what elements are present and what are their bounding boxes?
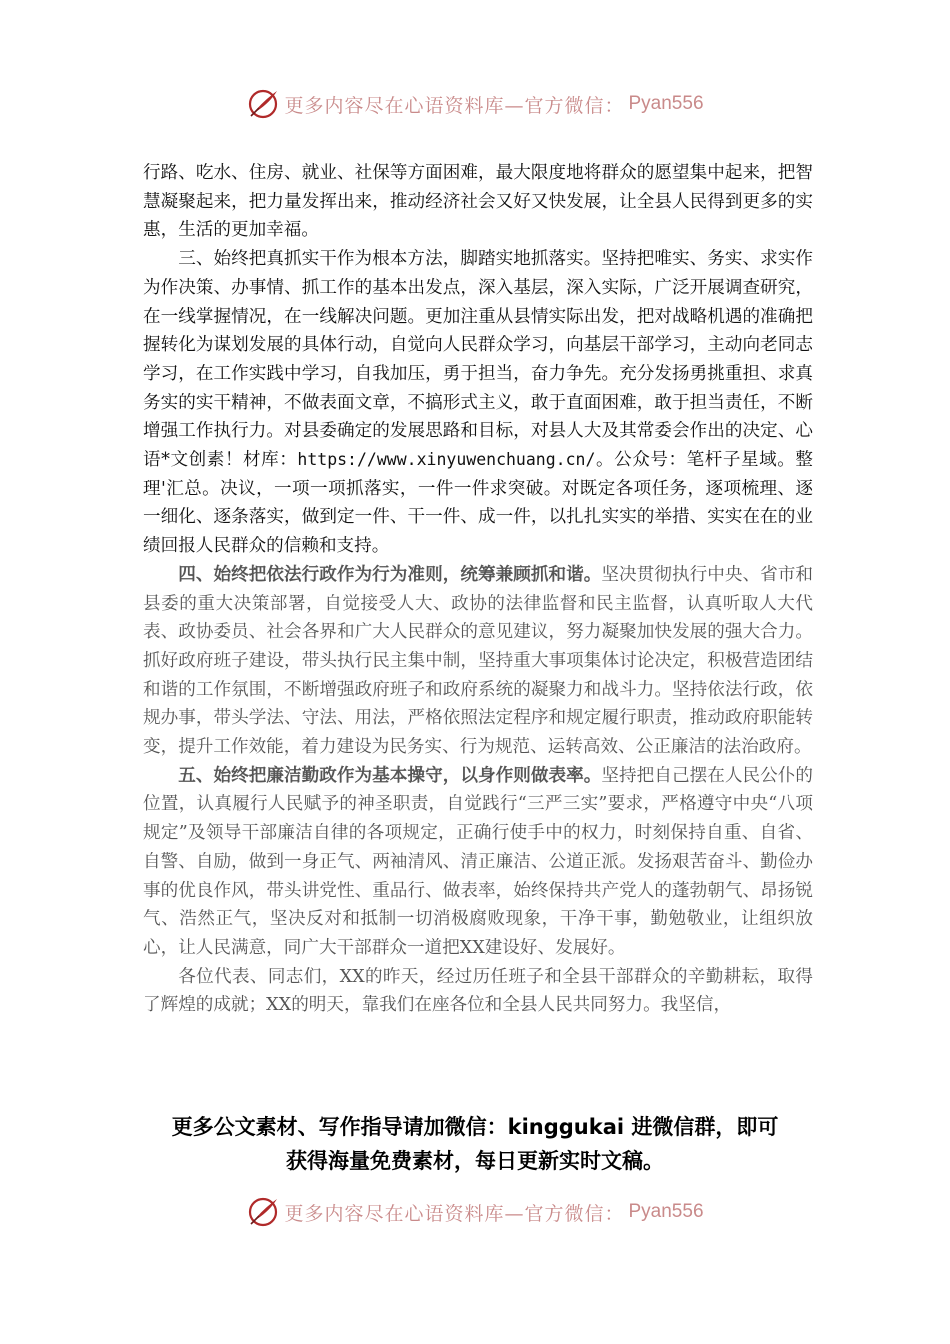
section-five-body: 坚持把自己摆在人民公仆的位置，认真履行人民赋予的神圣职责，自觉践行“三严三实”要求，严格遵守中央“八项规定”及领导干部廉洁自律的各项规定，正确行使手中的权力，时刻保持自重、自省、自警、自励，做到一身正气、两袖清风、清正廉洁、公道正派。发扬艰苦奋斗、勤俭办事的优良作风，带头讲党性、重品行、做表率，始终保持共产党人的蓬勃朝气、昂扬锐气、浩然正气，坚决反对和抵制一切消极腐败现象，干净干事，勤勉敬业，让组织放心，让人民满意，同广大干部群众一道把XX建设好、发展好。 xyxy=(143,765,813,958)
paragraph-section-five xyxy=(143,762,813,963)
document-body xyxy=(143,159,813,1020)
watermark-text: 更多内容尽在心语资料库—官方微信： xyxy=(284,94,625,117)
promo-line-1: 更多公文素材、写作指导请加微信：kinggukai 进微信群，即可 xyxy=(171,1115,779,1139)
section-four-heading: 四、始终把依法行政作为行为准则，统筹兼顾抓和谐。 xyxy=(178,563,602,585)
paragraph-section-three xyxy=(143,245,813,561)
section-three-text-cont: 。公众号：笔杆子星域。整理'汇总。决议，一项一项抓落实，一件一件求突破。对既定各项任务，逐项梳理、逐一细化、逐条落实，做到定一件、干一件、成一件，以扎扎实实的举措、实实在在的业绩回报人民群众的信赖和支持。 xyxy=(143,450,813,557)
watermark-wechat-id: Pyan556 xyxy=(628,1201,704,1222)
header-watermark xyxy=(0,84,950,124)
promo-line-2: 获得海量免费素材，每日更新实时文稿。 xyxy=(286,1149,664,1173)
paragraph-section-four xyxy=(143,561,813,762)
quill-logo-icon xyxy=(246,1195,280,1229)
promo-banner xyxy=(0,1110,950,1178)
section-three-text: 三、始终把真抓实干作为根本方法，脚踏实地抓落实。坚持把唯实、务实、求实作为作决策、办事情、抓工作的基本出发点，深入基层，深入实际，广泛开展调查研究，在一线掌握情况，在一线解决问题。更加注重从县情实际出发，把对战略机遇的准确把握转化为谋划发展的具体行动，自觉向人民群众学习，向基层干部学习，主动向老同志学习，在工作实践中学习，自我加压，勇于担当，奋力争先。充分发扬勇挑重担、求真务实的实干精神，不做表面文章，不搞形式主义，敢于直面困难，敢于担当责任，不断增强工作执行力。对县委确定的发展思路和目标，对县人大及其常委会作出的决定、心语*文创素！材库： xyxy=(143,249,813,471)
paragraph-continuation: 行路、吃水、住房、就业、社保等方面困难，最大限度地将群众的愿望集中起来，把智慧凝聚起来，把力量发挥出来，推动经济社会又好又快发展，让全县人民得到更多的实惠，生活的更加幸福。 xyxy=(143,163,813,241)
website-url: https://www.xinyuwenchuang.cn/ xyxy=(297,450,596,470)
section-four-body: 坚决贯彻执行中央、省市和县委的重大决策部署，自觉接受人大、政协的法律监督和民主监督，认真听取人大代表、政协委员、社会各界和广大人民群众的意见建议，努力凝聚加快发展的强大合力。抓好政府班子建设，带头执行民主集中制，坚持重大事项集体讨论决定，积极营造团结和谐的工作氛围，不断增强政府班子和政府系统的凝聚力和战斗力。坚持依法行政，依规办事，带头学法、守法、用法，严格依照法定程序和规定履行职责，推动政府职能转变，提升工作效能，着力建设为民务实、行为规范、运转高效、公正廉洁的法治政府。 xyxy=(143,564,813,758)
watermark-wechat-id: Pyan556 xyxy=(628,93,704,114)
paragraph-closing: 各位代表、同志们，XX的昨天，经过历任班子和全县干部群众的辛勤耕耘，取得了辉煌的成就；XX的明天，靠我们在座各位和全县人民共同努力。我坚信， xyxy=(143,966,813,1016)
quill-logo-icon xyxy=(246,87,280,121)
footer-watermark xyxy=(0,1192,950,1232)
section-five-heading: 五、始终把廉洁勤政作为基本操守，以身作则做表率。 xyxy=(178,764,602,786)
watermark-text: 更多内容尽在心语资料库—官方微信： xyxy=(284,1202,625,1225)
